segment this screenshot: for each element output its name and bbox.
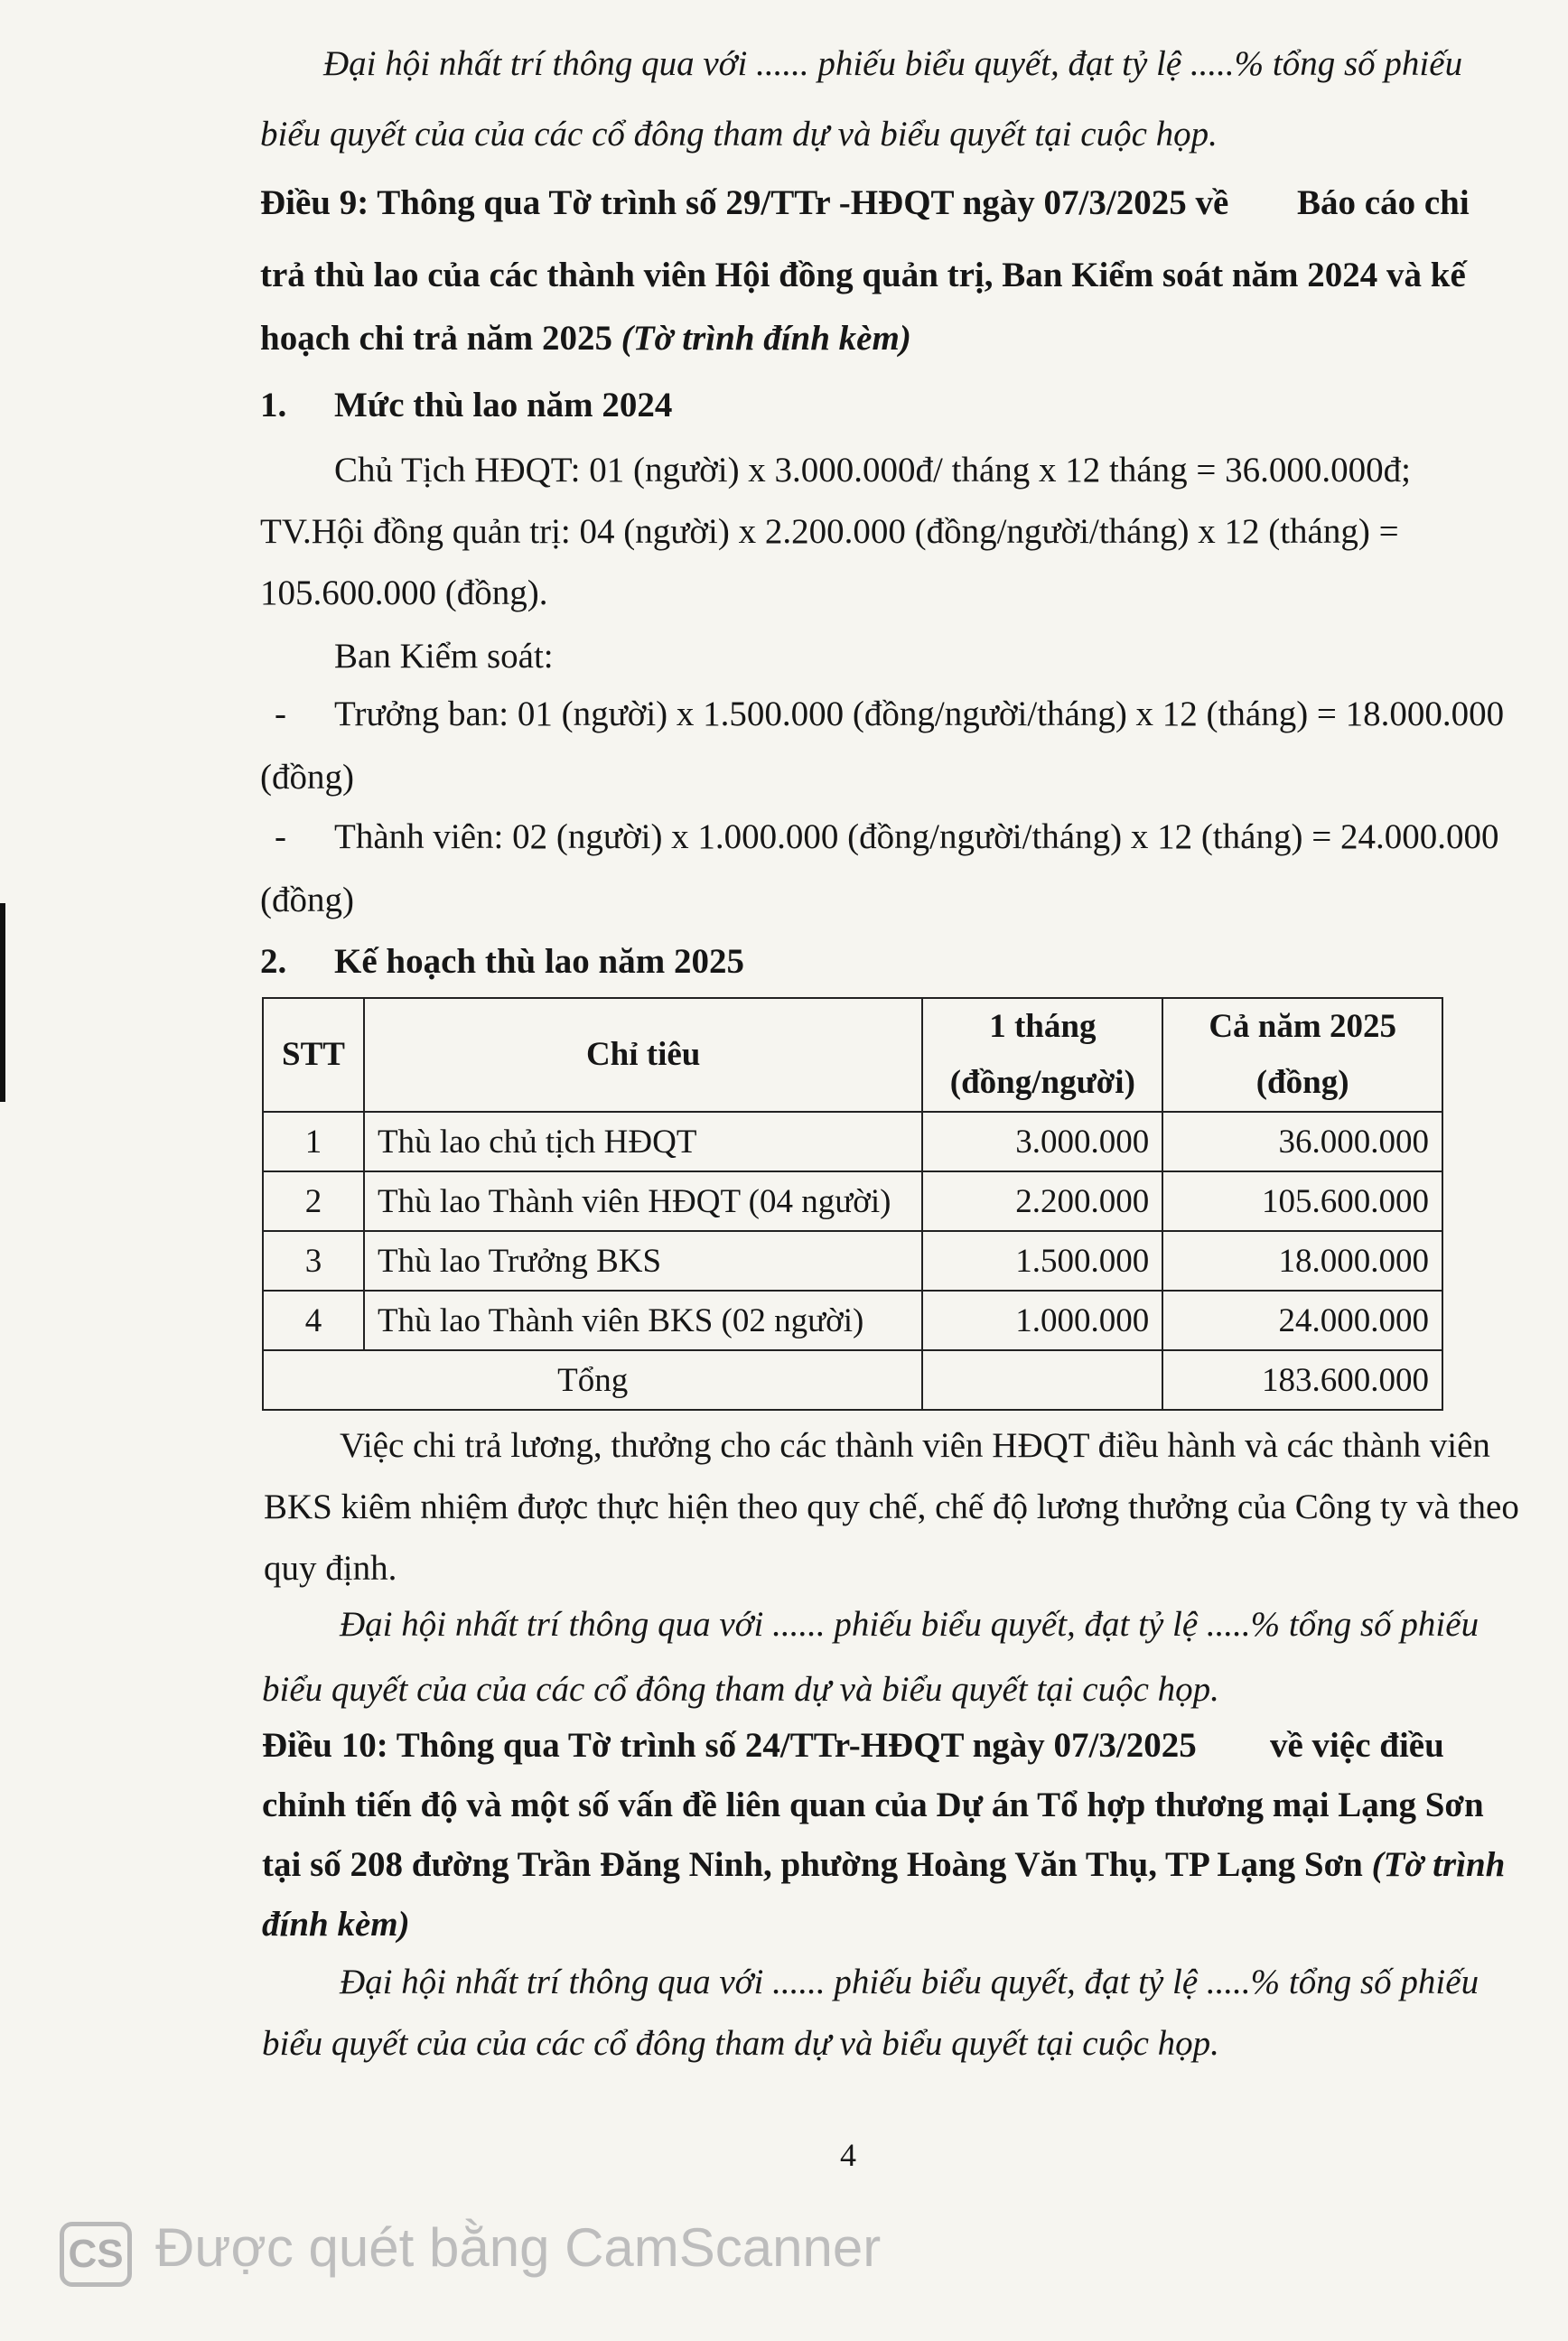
row-yearly: 24.000.000	[1162, 1291, 1442, 1350]
header-yearly	[1162, 998, 1442, 1112]
article-9-heading-line-3-text: hoạch chi trả năm 2025	[260, 319, 621, 358]
total-monthly-empty	[922, 1350, 1162, 1410]
section-2-number: 2.	[260, 942, 287, 981]
row-monthly: 3.000.000	[922, 1112, 1162, 1171]
article-10-heading-line-3-text: tại số 208 đường Trần Đăng Ninh, phường Hoàng Văn Thụ, TP Lạng Sơn	[262, 1845, 1372, 1884]
remuneration-plan-table	[262, 997, 1443, 1411]
camscanner-watermark-text: Được quét bằng CamScanner	[155, 2217, 882, 2278]
article-9-heading-part-1: Điều 9: Thông qua Tờ trình số 29/TTr -HĐQT ngày 07/3/2025 về	[260, 183, 1229, 222]
payment-note-line-3: quy định.	[264, 1549, 397, 1588]
bullet-2: -	[275, 817, 286, 856]
row-monthly: 1.500.000	[922, 1231, 1162, 1291]
payment-note-line-1: Việc chi trả lương, thưởng cho các thành viên HĐQT điều hành và các thành viên	[340, 1426, 1490, 1465]
table-header-row	[263, 998, 1442, 1112]
chairman-remuneration-line: Chủ Tịch HĐQT: 01 (người) x 3.000.000đ/ tháng x 12 tháng = 36.000.000đ;	[334, 451, 1412, 490]
header-chi-tieu: Chỉ tiêu	[364, 998, 922, 1112]
row-monthly: 2.200.000	[922, 1171, 1162, 1231]
row-stt: 2	[263, 1171, 364, 1231]
article-10-attachment-note-part-1: (Tờ trình	[1371, 1845, 1506, 1884]
row-name: Thù lao chủ tịch HĐQT	[364, 1112, 922, 1171]
row-yearly: 36.000.000	[1162, 1112, 1442, 1171]
article-10-attachment-note-part-2: đính kèm)	[262, 1905, 410, 1944]
row-stt: 4	[263, 1291, 364, 1350]
article-9-heading-line-2: trả thù lao của các thành viên Hội đồng quản trị, Ban Kiểm soát năm 2024 và kế	[260, 256, 1466, 294]
article-10-heading-part-2: về việc điều	[1270, 1726, 1444, 1765]
bks-member-line-1: Thành viên: 02 (người) x 1.000.000 (đồng/người/tháng) x 12 (tháng) = 24.000.000	[334, 817, 1499, 856]
supervisory-board-label: Ban Kiểm soát:	[334, 637, 554, 676]
bks-head-line-1: Trưởng ban: 01 (người) x 1.500.000 (đồng/người/tháng) x 12 (tháng) = 18.000.000	[334, 695, 1505, 733]
scan-edge-shadow	[0, 903, 5, 1102]
board-remuneration-line: TV.Hội đồng quản trị: 04 (người) x 2.200.000 (đồng/người/tháng) x 12 (tháng) =	[260, 512, 1399, 551]
row-monthly: 1.000.000	[922, 1291, 1162, 1350]
table-row	[263, 1112, 1442, 1171]
vote-text-1-line-1: Đại hội nhất trí thông qua với ...... phiếu biểu quyết, đạt tỷ lệ .....% tổng số phiếu	[323, 44, 1463, 83]
page-number: 4	[840, 2137, 856, 2173]
vote-text-1-line-2: biểu quyết của của các cổ đông tham dự và biểu quyết tại cuộc họp.	[260, 115, 1218, 154]
total-label: Tổng	[263, 1350, 922, 1410]
table-row	[263, 1291, 1442, 1350]
row-name: Thù lao Thành viên BKS (02 người)	[364, 1291, 922, 1350]
article-9-attachment-note: (Tờ trình đính kèm)	[621, 319, 911, 358]
header-monthly-line-2: (đồng/người)	[949, 1064, 1135, 1101]
vote-text-2-line-2: biểu quyết của của các cổ đông tham dự và biểu quyết tại cuộc họp.	[262, 1670, 1219, 1709]
header-yearly-line-1: Cả năm 2025	[1209, 1008, 1396, 1045]
row-yearly: 18.000.000	[1162, 1231, 1442, 1291]
bks-member-line-2: (đồng)	[260, 881, 354, 919]
section-1-number: 1.	[260, 386, 287, 424]
article-9-heading-part-2: Báo cáo chi	[1297, 183, 1470, 222]
table-row	[263, 1171, 1442, 1231]
row-name: Thù lao Thành viên HĐQT (04 người)	[364, 1171, 922, 1231]
row-yearly: 105.600.000	[1162, 1171, 1442, 1231]
header-monthly	[922, 998, 1162, 1112]
payment-note-line-2: BKS kiêm nhiệm được thực hiện theo quy chế, chế độ lương thưởng của Công ty và theo	[264, 1488, 1519, 1526]
vote-text-2-line-1: Đại hội nhất trí thông qua với ...... phiếu biểu quyết, đạt tỷ lệ .....% tổng số phiếu	[340, 1605, 1479, 1644]
header-stt: STT	[263, 998, 364, 1112]
section-2-title: Kế hoạch thù lao năm 2025	[334, 942, 744, 981]
header-yearly-line-2: (đồng)	[1255, 1064, 1349, 1101]
camscanner-logo-icon: CS	[60, 2222, 132, 2287]
article-10-heading-part-1: Điều 10: Thông qua Tờ trình số 24/TTr-HĐQT ngày 07/3/2025	[262, 1726, 1197, 1765]
board-remuneration-total: 105.600.000 (đồng).	[260, 574, 548, 612]
table-row	[263, 1231, 1442, 1291]
total-value: 183.600.000	[1162, 1350, 1442, 1410]
row-stt: 1	[263, 1112, 364, 1171]
vote-text-3-line-2: biểu quyết của của các cổ đông tham dự và biểu quyết tại cuộc họp.	[262, 2024, 1219, 2063]
header-monthly-line-1: 1 tháng	[989, 1008, 1097, 1045]
bks-head-line-2: (đồng)	[260, 758, 354, 797]
row-stt: 3	[263, 1231, 364, 1291]
vote-text-3-line-1: Đại hội nhất trí thông qua với ...... phiếu biểu quyết, đạt tỷ lệ .....% tổng số phiếu	[340, 1963, 1479, 2001]
table-total-row	[263, 1350, 1442, 1410]
article-9-heading-line-3	[260, 314, 911, 363]
section-1-title: Mức thù lao năm 2024	[334, 386, 673, 424]
article-10-heading-line-3	[262, 1841, 1505, 1889]
article-10-heading-line-2: chỉnh tiến độ và một số vấn đề liên quan của Dự án Tổ hợp thương mại Lạng Sơn	[262, 1786, 1484, 1824]
row-name: Thù lao Trưởng BKS	[364, 1231, 922, 1291]
bullet-1: -	[275, 695, 286, 733]
